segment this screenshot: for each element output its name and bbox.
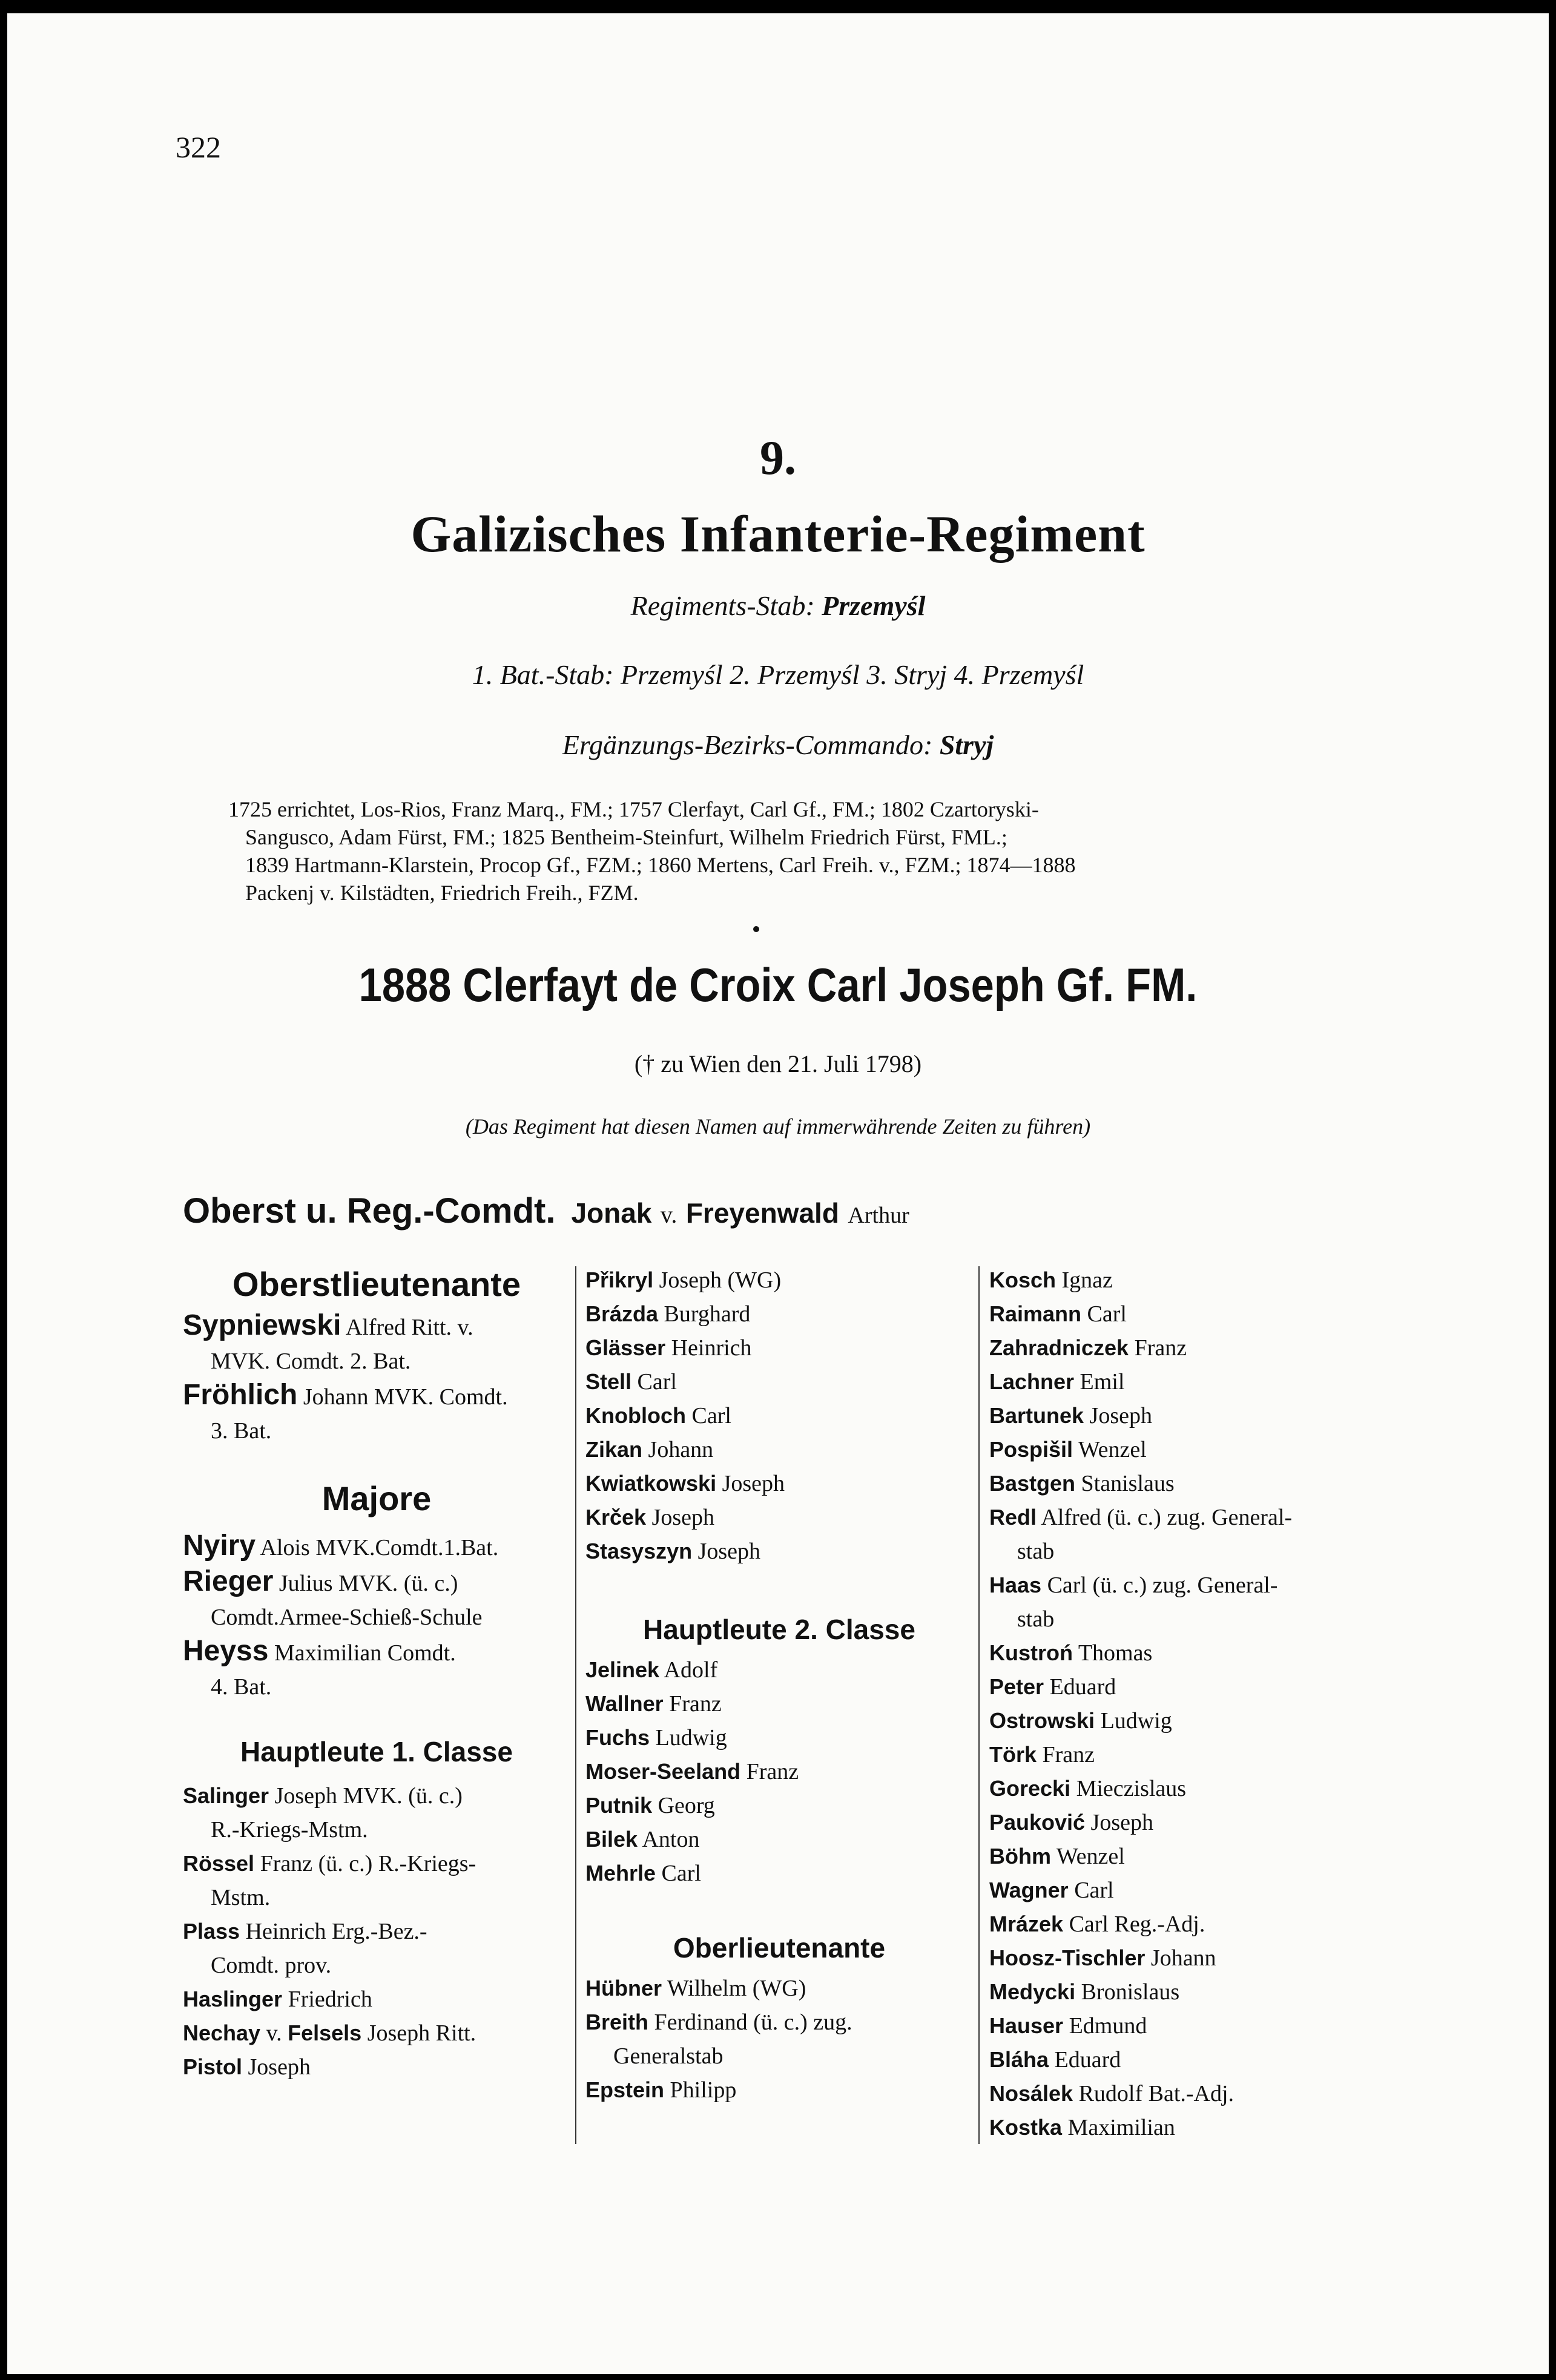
list-item: Nosálek Rudolf Bat.-Adj. bbox=[989, 2081, 1235, 2106]
list-item: Salinger Joseph MVK. (ü. c.) R.-Kriegs-Mstm. bbox=[183, 1783, 463, 1843]
list-item: Knobloch Carl bbox=[585, 1403, 731, 1428]
section-heading-oberstlieutenante: Oberstlieutenante bbox=[232, 1265, 521, 1303]
list-item: Rieger Julius MVK. (ü. c.) Comdt.Armee-Schieß-Schule bbox=[183, 1565, 483, 1630]
list-item: Nyiry Alois MVK.Comdt.1.Bat. bbox=[183, 1530, 499, 1562]
regiment-number: 9. bbox=[760, 432, 796, 485]
column-divider bbox=[978, 1266, 980, 2144]
list-item: Ostrowski Ludwig bbox=[989, 1708, 1172, 1734]
list-item: Nechay v. Felsels Joseph Ritt. bbox=[183, 2020, 476, 2046]
section-heading-oberlieutenante: Oberlieutenante bbox=[673, 1932, 886, 1964]
list-item: Fröhlich Johann MVK. Comdt. 3. Bat. bbox=[183, 1379, 508, 1444]
list-item: Redl Alfred (ü. c.) zug. General- stab bbox=[989, 1505, 1293, 1564]
list-item: Kostka Maximilian bbox=[989, 2115, 1175, 2140]
list-item: Moser-Seeland Franz bbox=[585, 1759, 799, 1784]
list-item: Epstein Philipp bbox=[585, 2077, 737, 2103]
history-line: 1725 errichtet, Los-Rios, Franz Marq., FM.; 1757 Clerfayt, Carl Gf., FM.; 1802 Czartoryski- bbox=[228, 797, 1039, 821]
list-item: Kustroń Thomas bbox=[989, 1640, 1153, 1666]
erganzung-command bbox=[7, 729, 1549, 761]
list-item: Hauser Edmund bbox=[989, 2013, 1147, 2039]
oberst-line bbox=[183, 1191, 909, 1231]
list-item: Kosch Ignaz bbox=[989, 1267, 1113, 1293]
list-item: Brázda Burghard bbox=[585, 1301, 751, 1327]
list-item: Breith Ferdinand (ü. c.) zug. Generalstab bbox=[585, 2010, 852, 2069]
erganzung-place: Stryj bbox=[939, 729, 994, 760]
history-line: Packenj v. Kilstädten, Friedrich Freih., FZM. bbox=[245, 881, 639, 905]
death-note: († zu Wien den 21. Juli 1798) bbox=[634, 1050, 922, 1077]
list-item: Wallner Franz bbox=[585, 1691, 722, 1717]
list-item: Pauković Joseph bbox=[989, 1810, 1154, 1835]
list-item: Mrázek Carl Reg.-Adj. bbox=[989, 1912, 1205, 1937]
oberst-place: Freyenwald bbox=[685, 1197, 839, 1229]
list-item: Stasyszyn Joseph bbox=[585, 1539, 761, 1564]
list-item: Wagner Carl bbox=[989, 1878, 1114, 1903]
page-number: 322 bbox=[176, 130, 221, 164]
list-item: Pospišil Wenzel bbox=[989, 1437, 1147, 1462]
regiment-staff bbox=[7, 590, 1549, 622]
history-line: Sangusco, Adam Fürst, FM.; 1825 Bentheim-Steinfurt, Wilhelm Friedrich Fürst, FML.; bbox=[245, 825, 1007, 849]
list-item: Pistol Joseph bbox=[183, 2054, 311, 2080]
page bbox=[7, 13, 1549, 2374]
oberst-given: Arthur bbox=[848, 1203, 909, 1228]
list-item: Glässer Heinrich bbox=[585, 1335, 752, 1361]
list-item: Zahradniczek Franz bbox=[989, 1335, 1187, 1361]
list-item: Krček Joseph bbox=[585, 1505, 715, 1530]
staff-label: Regiments-Stab: bbox=[630, 590, 815, 621]
list-item: Přikryl Joseph (WG) bbox=[585, 1267, 782, 1293]
list-item: Kwiatkowski Joseph bbox=[585, 1471, 785, 1496]
list-item: Plass Heinrich Erg.-Bez.- Comdt. prov. bbox=[183, 1919, 427, 1978]
list-item: Gorecki Mieczislaus bbox=[989, 1776, 1187, 1801]
list-item: Mehrle Carl bbox=[585, 1861, 701, 1886]
battalion-stations: 1. Bat.-Stab: Przemyśl 2. Przemyśl 3. Stryj 4. Przemyśl bbox=[472, 659, 1084, 690]
list-item: Peter Eduard bbox=[989, 1674, 1116, 1700]
list-item: Medycki Bronislaus bbox=[989, 1979, 1180, 2005]
section-heading-hauptleute-1: Hauptleute 1. Classe bbox=[240, 1736, 513, 1767]
list-item: Böhm Wenzel bbox=[989, 1844, 1125, 1869]
erganzung-label: Ergänzungs-Bezirks-Commando: bbox=[562, 729, 933, 760]
list-item: Sypniewski Alfred Ritt. v. MVK. Comdt. 2. Bat. bbox=[183, 1309, 473, 1374]
list-item: Jelinek Adolf bbox=[585, 1657, 718, 1683]
column-1 bbox=[183, 1260, 570, 2084]
list-item: Haslinger Friedrich bbox=[183, 1987, 372, 2012]
list-item: Bláha Eduard bbox=[989, 2047, 1121, 2073]
regiment-history bbox=[228, 795, 1373, 907]
oberst-surname: Jonak bbox=[571, 1197, 652, 1229]
regiment-name: Galizisches Infanterie-Regiment bbox=[410, 505, 1146, 563]
list-item: Lachner Emil bbox=[989, 1369, 1125, 1395]
list-item: Törk Franz bbox=[989, 1742, 1095, 1767]
staff-place: Przemyśl bbox=[822, 590, 926, 621]
list-item: Bastgen Stanislaus bbox=[989, 1471, 1175, 1496]
list-item: Fuchs Ludwig bbox=[585, 1725, 727, 1750]
list-item: Zikan Johann bbox=[585, 1437, 714, 1462]
honorary-owner: 1888 Clerfayt de Croix Carl Joseph Gf. FM. bbox=[358, 958, 1198, 1011]
list-item: Hübner Wilhelm (WG) bbox=[585, 1976, 806, 2001]
oberst-von: v. bbox=[660, 1201, 677, 1228]
list-item: Haas Carl (ü. c.) zug. General- stab bbox=[989, 1573, 1278, 1632]
column-divider bbox=[575, 1266, 576, 2144]
column-2 bbox=[585, 1263, 973, 2107]
list-item: Bilek Anton bbox=[585, 1827, 700, 1852]
list-item: Raimann Carl bbox=[989, 1301, 1127, 1327]
list-item: Heyss Maximilian Comdt. 4. Bat. bbox=[183, 1635, 456, 1700]
list-item: Rössel Franz (ü. c.) R.-Kriegs- Mstm. bbox=[183, 1851, 476, 1910]
list-item: Stell Carl bbox=[585, 1369, 677, 1395]
list-item: Putnik Georg bbox=[585, 1793, 715, 1818]
oberst-title: Oberst u. Reg.-Comdt. bbox=[183, 1191, 556, 1231]
separator-dot bbox=[753, 926, 759, 932]
section-heading-hauptleute-2: Hauptleute 2. Classe bbox=[643, 1614, 915, 1645]
history-line: 1839 Hartmann-Klarstein, Procop Gf., FZM.; 1860 Mertens, Carl Freih. v., FZM.; 1874—1888 bbox=[245, 853, 1076, 877]
section-heading-majore: Majore bbox=[321, 1479, 432, 1517]
list-item: Hoosz-Tischler Johann bbox=[989, 1945, 1216, 1971]
list-item: Bartunek Joseph bbox=[989, 1403, 1152, 1428]
column-3 bbox=[989, 1263, 1377, 2145]
name-note: (Das Regiment hat diesen Namen auf immerwährende Zeiten zu führen) bbox=[465, 1114, 1091, 1139]
